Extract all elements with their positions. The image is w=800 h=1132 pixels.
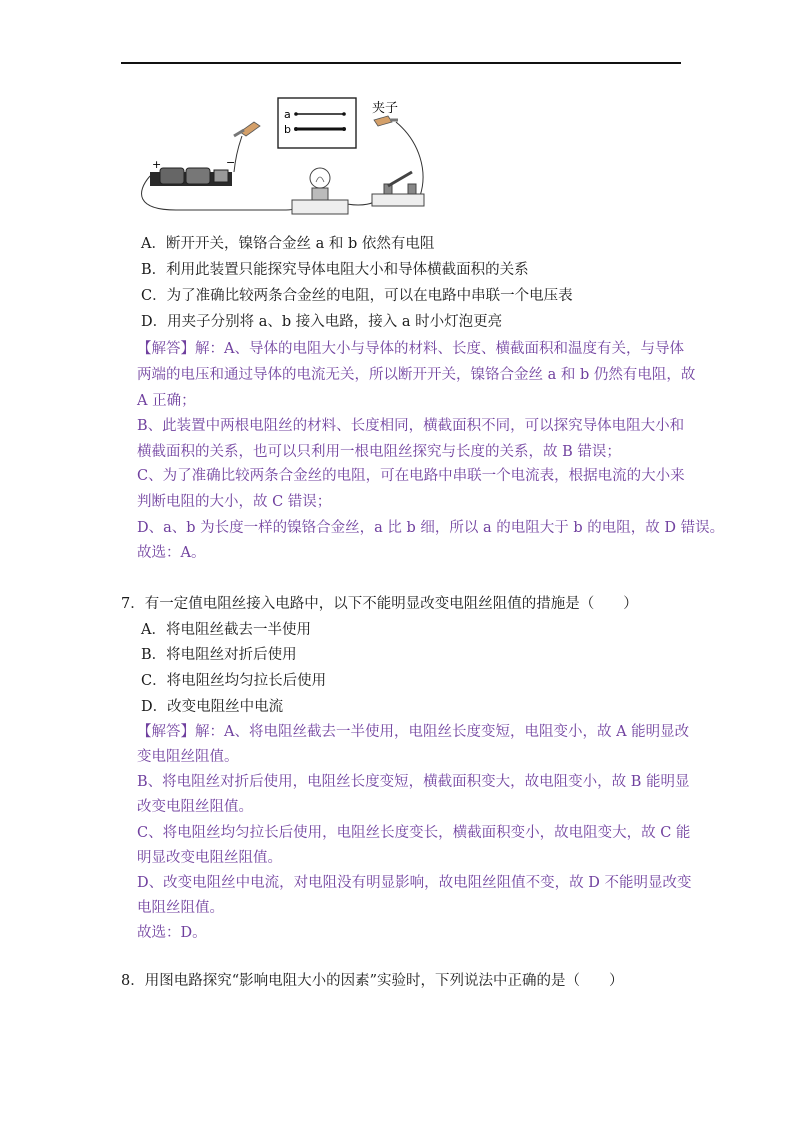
q7-option-d: D．改变电阻丝中电流 <box>141 699 284 715</box>
q6-option-c: C．为了准确比较两条合金丝的电阻，可以在电路中串联一个电压表 <box>141 288 573 304</box>
q7-answer-line: 变电阻丝阻值。 <box>137 749 239 765</box>
q7-answer-line: B、将电阻丝对折后使用，电阻丝长度变短，横截面积变大，故电阻变小，故 B 能明显 <box>137 774 690 790</box>
q7-answer-line: 【解答】解：A、将电阻丝截去一半使用，电阻丝长度变短，电阻变小，故 A 能明显改 <box>137 724 690 740</box>
q6-answer-line: A 正确； <box>137 393 196 409</box>
q6-answer-line: 两端的电压和通过导体的电流无关，所以断开开关，镍铬合金丝 a 和 b 仍然有电阻，故 <box>137 367 696 383</box>
battery-icon <box>150 156 235 186</box>
header-rule <box>121 62 681 64</box>
wire-a-label: a <box>284 108 291 121</box>
switch-icon <box>372 172 424 206</box>
q8-stem: 8．用图电路探究“影响电阻大小的因素”实验时，下列说法中正确的是（ ） <box>121 973 624 989</box>
q6-option-d: D．用夹子分别将 a、b 接入电路，接入 a 时小灯泡更亮 <box>141 314 503 330</box>
q6-answer-line: 判断电阻的大小，故 C 错误； <box>137 494 332 510</box>
q7-answer-line: 明显改变电阻丝阻值。 <box>137 850 282 866</box>
circuit-diagram <box>136 92 436 230</box>
q6-answer-line: D、a、b 为长度一样的镍铬合金丝，a 比 b 细，所以 a 的电阻大于 b 的电阻，故 D 错误。 <box>137 520 725 536</box>
q7-answer-line: 电阻丝阻值。 <box>137 900 224 916</box>
right-clip-icon <box>374 116 398 126</box>
wire-b-label: b <box>284 123 291 136</box>
q6-answer-line: B、此装置中两根电阻丝的材料、长度相同，横截面积不同，可以探究导体电阻大小和 <box>137 418 685 434</box>
bulb-icon <box>292 168 348 214</box>
q6-answer-choice: 故选：A。 <box>137 545 206 561</box>
q7-answer-line: 改变电阻丝阻值。 <box>137 799 253 815</box>
q6-answer-line: C、为了准确比较两条合金丝的电阻，可在电路中串联一个电流表，根据电流的大小来 <box>137 468 685 484</box>
left-clip-icon <box>234 122 260 136</box>
q7-answer-line: D、改变电阻丝中电流，对电阻没有明显影响，故电阻丝阻值不变，故 D 不能明显改变 <box>137 875 692 891</box>
q6-answer-line: 横截面积的关系，也可以只利用一根电阻丝探究与长度的关系，故 B 错误； <box>137 444 621 460</box>
svg-text:+: + <box>152 158 162 171</box>
q6-option-a: A．断开开关，镍铬合金丝 a 和 b 依然有电阻 <box>141 236 435 252</box>
q7-stem: 7．有一定值电阻丝接入电路中，以下不能明显改变电阻丝阻值的措施是（ ） <box>121 596 638 612</box>
q6-answer-line: 【解答】解：A、导体的电阻大小与导体的材料、长度、横截面积和温度有关，与导体 <box>137 341 684 357</box>
q7-answer-choice: 故选：D。 <box>137 925 207 941</box>
q7-option-a: A．将电阻丝截去一半使用 <box>141 622 311 638</box>
q7-option-c: C．将电阻丝均匀拉长后使用 <box>141 673 327 689</box>
svg-text:−: − <box>226 156 236 169</box>
q7-option-b: B．将电阻丝对折后使用 <box>141 647 297 663</box>
q7-answer-line: C、将电阻丝均匀拉长后使用，电阻丝长度变长，横截面积变小，故电阻变大，故 C 能 <box>137 825 691 841</box>
q6-option-b: B．利用此装置只能探究导体电阻大小和导体横截面积的关系 <box>141 262 529 278</box>
clip-label: 夹子 <box>372 101 399 116</box>
